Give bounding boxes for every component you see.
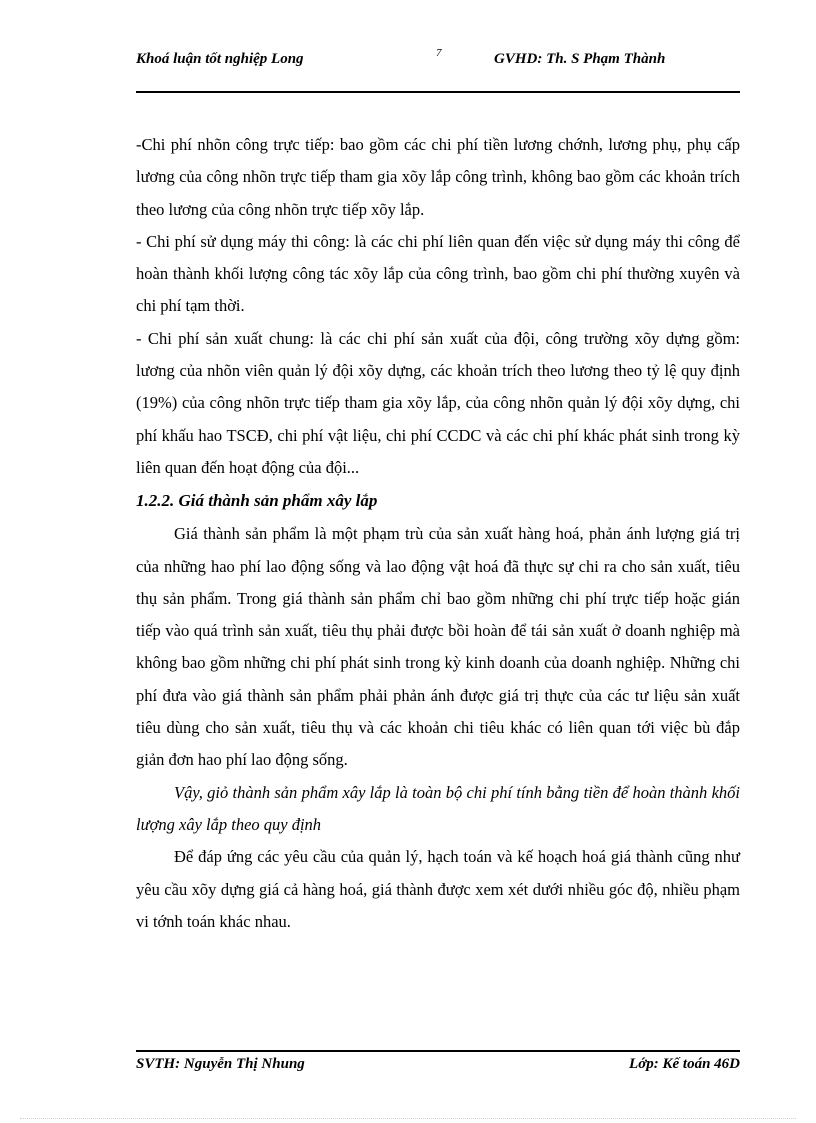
paragraph-product-cost-definition: Giá thành sản phẩm là một phạm trù của sản xuất hàng hoá, phản ánh lượng giá trị của những hao phí lao động sống và lao động vật hoá đã thực sự chi ra cho sản xuất, tiêu thụ sản phẩm. Trong giá thành sản phẩm chỉ bao gồm những chi phí trực tiếp hoặc gián tiếp vào quá trình sản xuất, tiêu thụ phải được bồi hoàn để tái sản xuất ở doanh nghiệp mà không bao gồm những chi phí phát sinh trong kỳ kinh doanh của doanh nghiệp. Những chi phí đưa vào giá thành sản phẩm phải phản ánh được giá trị thực của các tư liệu sản xuất tiêu dùng cho sản xuất, tiêu thụ và các khoản chi tiêu khác có liên quan tới việc bù đắp giản đơn hao phí lao động sống. [136,524,740,770]
header-thesis-title: Khoá luận tốt nghiệp Long [136,51,304,67]
page-bottom-border [20,1118,796,1119]
page-number: 7 [436,47,442,59]
paragraph-conclusion-italic: Vậy, giỏ thành sản phẩm xây lắp là toàn bộ chi phí tính bằng tiền để hoàn thành khối lượng xây lắp theo quy định [136,782,740,834]
page-footer [136,1056,740,1078]
section-heading: 1.2.2. Giá thành sản phẩm xây lắp [136,491,378,511]
paragraph-general-production-cost: - Chi phí sản xuất chung: là các chi phí sản xuất của đội, công trường xõy dựng gồm: lương của nhõn viên quản lý đội xõy dựng, các khoản trích theo lương theo tỷ lệ quy định (19%) của công nhõn trực tiếp tham gia xõy lắp, của công nhõn quản lý đội xõy dựng, chi phí khấu hao TSCĐ, chi phí vật liệu, chi phí CCDC và các chi phí khác phát sinh trong kỳ liên quan đến hoạt động của đội... [136,328,740,477]
paragraph-direct-labor-cost: -Chi phí nhõn công trực tiếp: bao gồm các chi phí tiền lương chớnh, lương phụ, phụ cấp lương của công nhõn trực tiếp tham gia xõy lắp công trình, không bao gồm các khoản trích theo lương của công nhõn trực tiếp xõy lắp. [136,135,740,219]
header-advisor: GVHD: Th. S Phạm Thành [494,51,666,67]
footer-student: SVTH: Nguyễn Thị Nhung [136,1056,305,1072]
page-header [136,47,740,91]
header-divider [136,91,740,93]
footer-divider [136,1050,740,1052]
paragraph-management-requirements: Để đáp ứng các yêu cầu của quản lý, hạch toán và kế hoạch hoá giá thành cũng như yêu cầu xõy dựng giá cả hàng hoá, giá thành được xem xét dưới nhiều góc độ, nhiều phạm vi tớnh toán khác nhau. [136,847,740,931]
document-body [136,129,740,938]
paragraph-machine-cost: - Chi phí sử dụng máy thi công: là các chi phí liên quan đến việc sử dụng máy thi công để hoàn thành khối lượng công tác xõy lắp của công trình, bao gồm chi phí thường xuyên và chi phí tạm thời. [136,231,740,316]
footer-class: Lớp: Kế toán 46D [629,1056,740,1072]
